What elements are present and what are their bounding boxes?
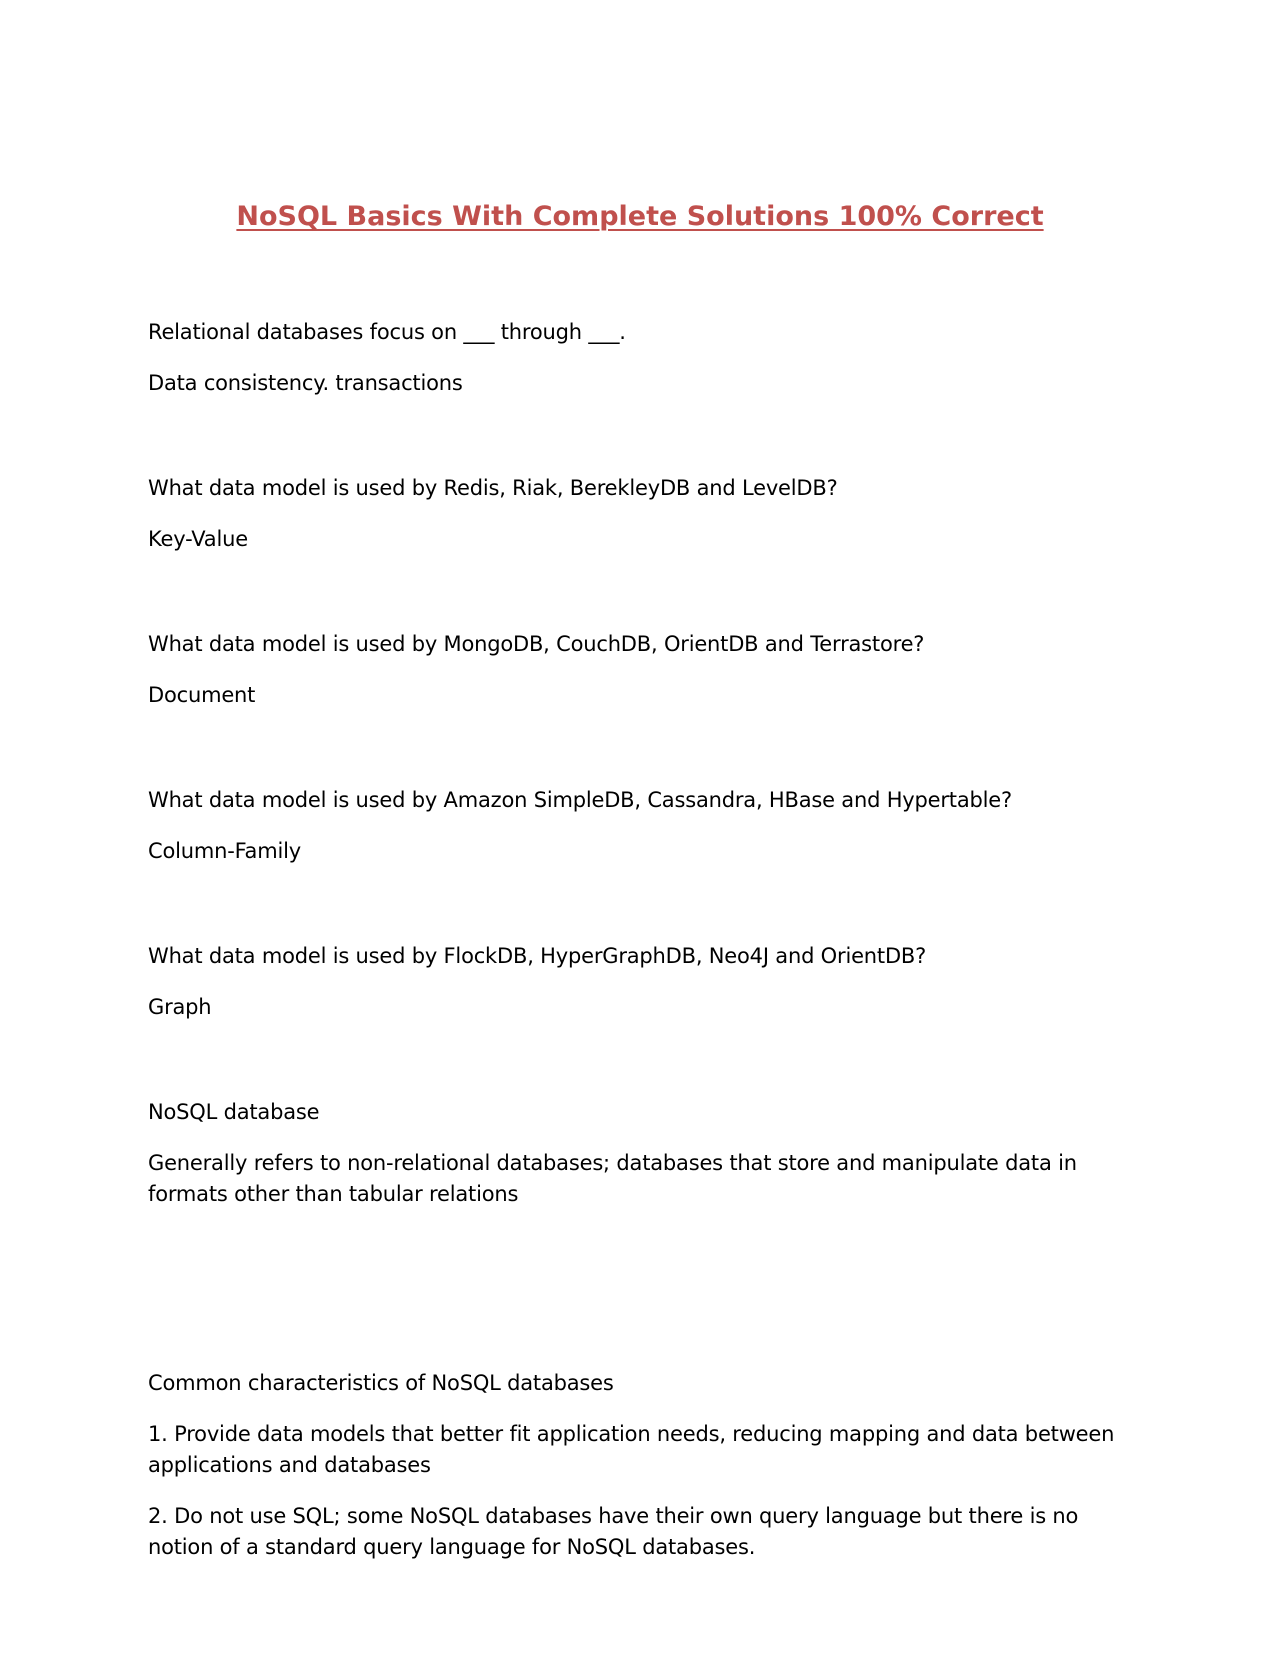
qa-item [148,785,1138,867]
qa-item [148,629,1138,711]
answer-text: Key-Value [148,527,248,551]
qa-item [148,317,1138,399]
question-text: What data model is used by Redis, Riak, BerekleyDB and LevelDB? [148,476,838,500]
answer-text: Column-Family [148,839,301,863]
spacer [148,887,1138,941]
qa-item [148,941,1138,1023]
qa-item [148,473,1138,555]
page-title: NoSQL Basics With Complete Solutions 100% Correct [236,201,1044,232]
qa-list [148,317,1138,1583]
qa-item [148,1368,1138,1563]
question-text: Common characteristics of NoSQL databases [148,1371,614,1395]
question-text: NoSQL database [148,1100,320,1124]
question-text: What data model is used by MongoDB, CouchDB, OrientDB and Terrastore? [148,632,925,656]
answer-text: Graph [148,995,212,1019]
question-text: What data model is used by Amazon SimpleDB, Cassandra, HBase and Hypertable? [148,788,1012,812]
question-text: What data model is used by FlockDB, HyperGraphDB, Neo4J and OrientDB? [148,944,927,968]
answer-text: 1. Provide data models that better fit application needs, reducing mapping and data between applications and databases [148,1422,1115,1477]
answer-text: Data consistency. transactions [148,371,463,395]
answer-text: Generally refers to non-relational databases; databases that store and manipulate data in formats other than tabular relations [148,1151,1077,1206]
qa-item [148,1097,1138,1210]
spacer [148,1230,1138,1368]
spacer [148,575,1138,629]
spacer [148,1043,1138,1097]
answer-text: Document [148,683,256,707]
spacer [148,419,1138,473]
answer-text: 2. Do not use SQL; some NoSQL databases have their own query language but there is no notion of a standard query language for NoSQL databases. [148,1504,1079,1559]
question-text: Relational databases focus on ___ through ___. [148,320,626,344]
spacer [148,731,1138,785]
